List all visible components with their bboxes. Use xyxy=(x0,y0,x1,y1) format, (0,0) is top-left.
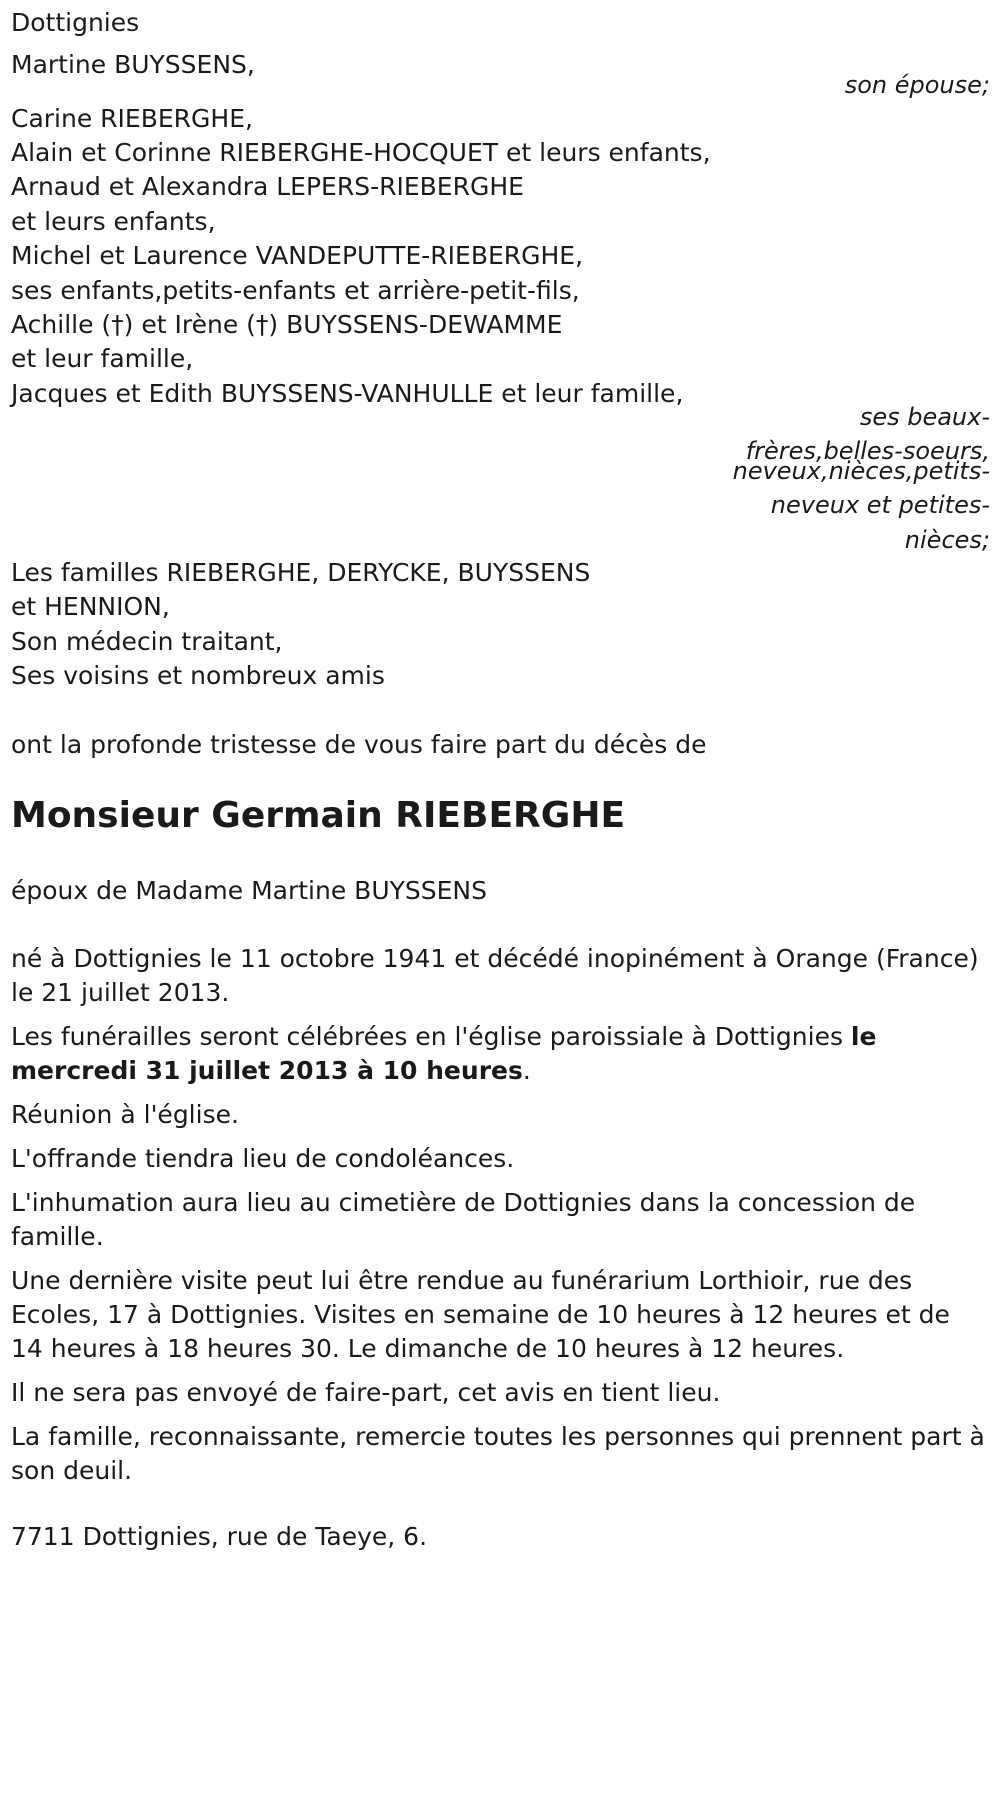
in-law-line: Jacques et Edith BUYSSENS-VANHULLE et leur famille, xyxy=(11,379,684,408)
in-law-line: Carine RIEBERGHE, xyxy=(11,104,253,133)
in-laws-role: nièces; xyxy=(904,526,990,554)
in-laws-role: frères,belles-soeurs, xyxy=(745,437,990,465)
funeral-paragraph xyxy=(11,1020,986,1088)
visit-paragraph: Une dernière visite peut lui être rendue au funérarium Lorthioir, rue des Ecoles, 17 à Dottignies. Visites en semaine de 10 heures à 12 heures et de 14 heures à 18 heures 30. Le dimanche de 10 heures à 12 heures. xyxy=(11,1266,950,1363)
in-laws-role: neveux,nièces,petits- xyxy=(732,457,990,485)
birth-death-paragraph: né à Dottignies le 11 octobre 1941 et décédé inopinément à Orange (France) le 21 juillet 2013. xyxy=(11,944,979,1007)
header-place: Dottignies xyxy=(11,8,140,37)
others-line: Ses voisins et nombreux amis xyxy=(11,661,385,690)
in-laws-role: ses beaux- xyxy=(859,403,990,431)
in-law-line: Achille (†) et Irène (†) BUYSSENS-DEWAMME xyxy=(11,310,563,339)
others-line: Son médecin traitant, xyxy=(11,627,283,656)
funeral-end: . xyxy=(522,1056,531,1085)
offering-paragraph: L'offrande tiendra lieu de condoléances. xyxy=(11,1144,515,1173)
meeting-paragraph: Réunion à l'église. xyxy=(11,1100,239,1129)
in-law-line: Michel et Laurence VANDEPUTTE-RIEBERGHE, xyxy=(11,241,584,270)
in-law-line: ses enfants,petits-enfants et arrière-petit-fils, xyxy=(11,276,580,305)
burial-paragraph: L'inhumation aura lieu au cimetière de Dottignies dans la concession de famille. xyxy=(11,1188,916,1251)
funeral-date: le mercredi 31 juillet 2013 à 10 heures xyxy=(11,1022,877,1085)
in-law-line: et leur famille, xyxy=(11,344,194,373)
in-law-line: Arnaud et Alexandra LEPERS-RIEBERGHE xyxy=(11,172,524,201)
spouse-name: Martine BUYSSENS, xyxy=(11,50,255,79)
in-law-line: Alain et Corinne RIEBERGHE-HOCQUET et leurs enfants, xyxy=(11,138,711,167)
thanks-paragraph: La famille, reconnaissante, remercie toutes les personnes qui prennent part à son deuil. xyxy=(11,1422,985,1485)
announcement: ont la profonde tristesse de vous faire part du décès de xyxy=(11,730,707,759)
in-law-line: et leurs enfants, xyxy=(11,207,216,236)
deceased-spouse-line: époux de Madame Martine BUYSSENS xyxy=(11,876,488,905)
deceased-name: Monsieur Germain RIEBERGHE xyxy=(11,795,626,836)
funeral-text: Les funérailles seront célébrées en l'église paroissiale à Dottignies xyxy=(11,1022,851,1051)
spouse-role: son épouse; xyxy=(844,71,990,99)
others-line: et HENNION, xyxy=(11,592,170,621)
others-line: Les familles RIEBERGHE, DERYCKE, BUYSSENS xyxy=(11,558,591,587)
address: 7711 Dottignies, rue de Taeye, 6. xyxy=(11,1522,428,1551)
in-laws-role: neveux et petites- xyxy=(770,491,990,519)
no-card-paragraph: Il ne sera pas envoyé de faire-part, cet avis en tient lieu. xyxy=(11,1378,721,1407)
